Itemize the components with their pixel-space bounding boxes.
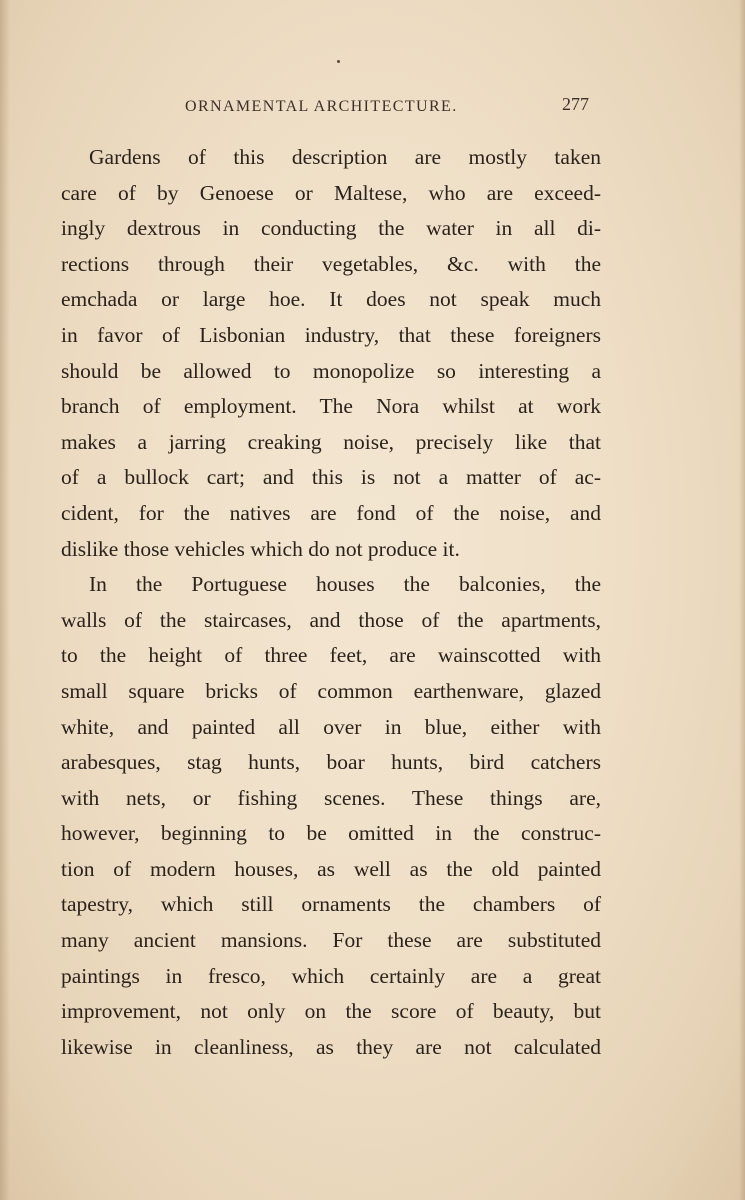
text-line: with nets, or fishing scenes. These things are, xyxy=(61,785,601,810)
text-line: ingly dextrous in conducting the water in all di- xyxy=(61,216,601,241)
text-line: however, beginning to be omitted in the construc- xyxy=(61,821,601,846)
text-line: should be allowed to monopolize so interesting a xyxy=(61,358,601,383)
text-line: cident, for the natives are fond of the noise, and xyxy=(61,500,601,525)
text-line: arabesques, stag hunts, boar hunts, bird catchers xyxy=(61,750,601,775)
text-line: emchada or large hoe. It does not speak much xyxy=(61,287,601,312)
text-line: in favor of Lisbonian industry, that these foreigners xyxy=(61,322,601,347)
text-line: dislike those vehicles which do not produce it. xyxy=(61,536,460,561)
running-title: ORNAMENTAL ARCHITECTURE. xyxy=(185,98,458,115)
text-line: makes a jarring creaking noise, precisely like that xyxy=(61,429,601,454)
text-line: improvement, not only on the score of beauty, but xyxy=(61,999,601,1024)
page-binding-shadow xyxy=(0,0,10,1200)
text-line: In the Portuguese houses the balconies, the xyxy=(89,572,601,597)
text-line: branch of employment. The Nora whilst at work xyxy=(61,394,601,419)
text-line: tapestry, which still ornaments the chambers of xyxy=(61,892,601,917)
text-line: rections through their vegetables, &c. with the xyxy=(61,251,601,276)
text-line: small square bricks of common earthenware, glazed xyxy=(61,678,601,703)
page-number: 277 xyxy=(562,94,589,114)
text-line: to the height of three feet, are wainscotted with xyxy=(61,643,601,668)
text-line: walls of the staircases, and those of the apartments, xyxy=(61,607,601,632)
text-line: white, and painted all over in blue, either with xyxy=(61,714,601,739)
text-line: care of by Genoese or Maltese, who are exceed- xyxy=(61,180,601,205)
text-line: many ancient mansions. For these are substituted xyxy=(61,928,601,953)
body-text xyxy=(61,140,601,1065)
text-line: paintings in fresco, which certainly are a great xyxy=(61,963,601,988)
text-line: tion of modern houses, as well as the old painted xyxy=(61,856,601,881)
text-line: of a bullock cart; and this is not a matter of ac- xyxy=(61,465,601,490)
printer-mark xyxy=(337,60,340,63)
page-edge-shadow xyxy=(739,0,745,1200)
text-line: likewise in cleanliness, as they are not calculated xyxy=(61,1034,601,1059)
text-line: Gardens of this description are mostly taken xyxy=(89,145,601,169)
